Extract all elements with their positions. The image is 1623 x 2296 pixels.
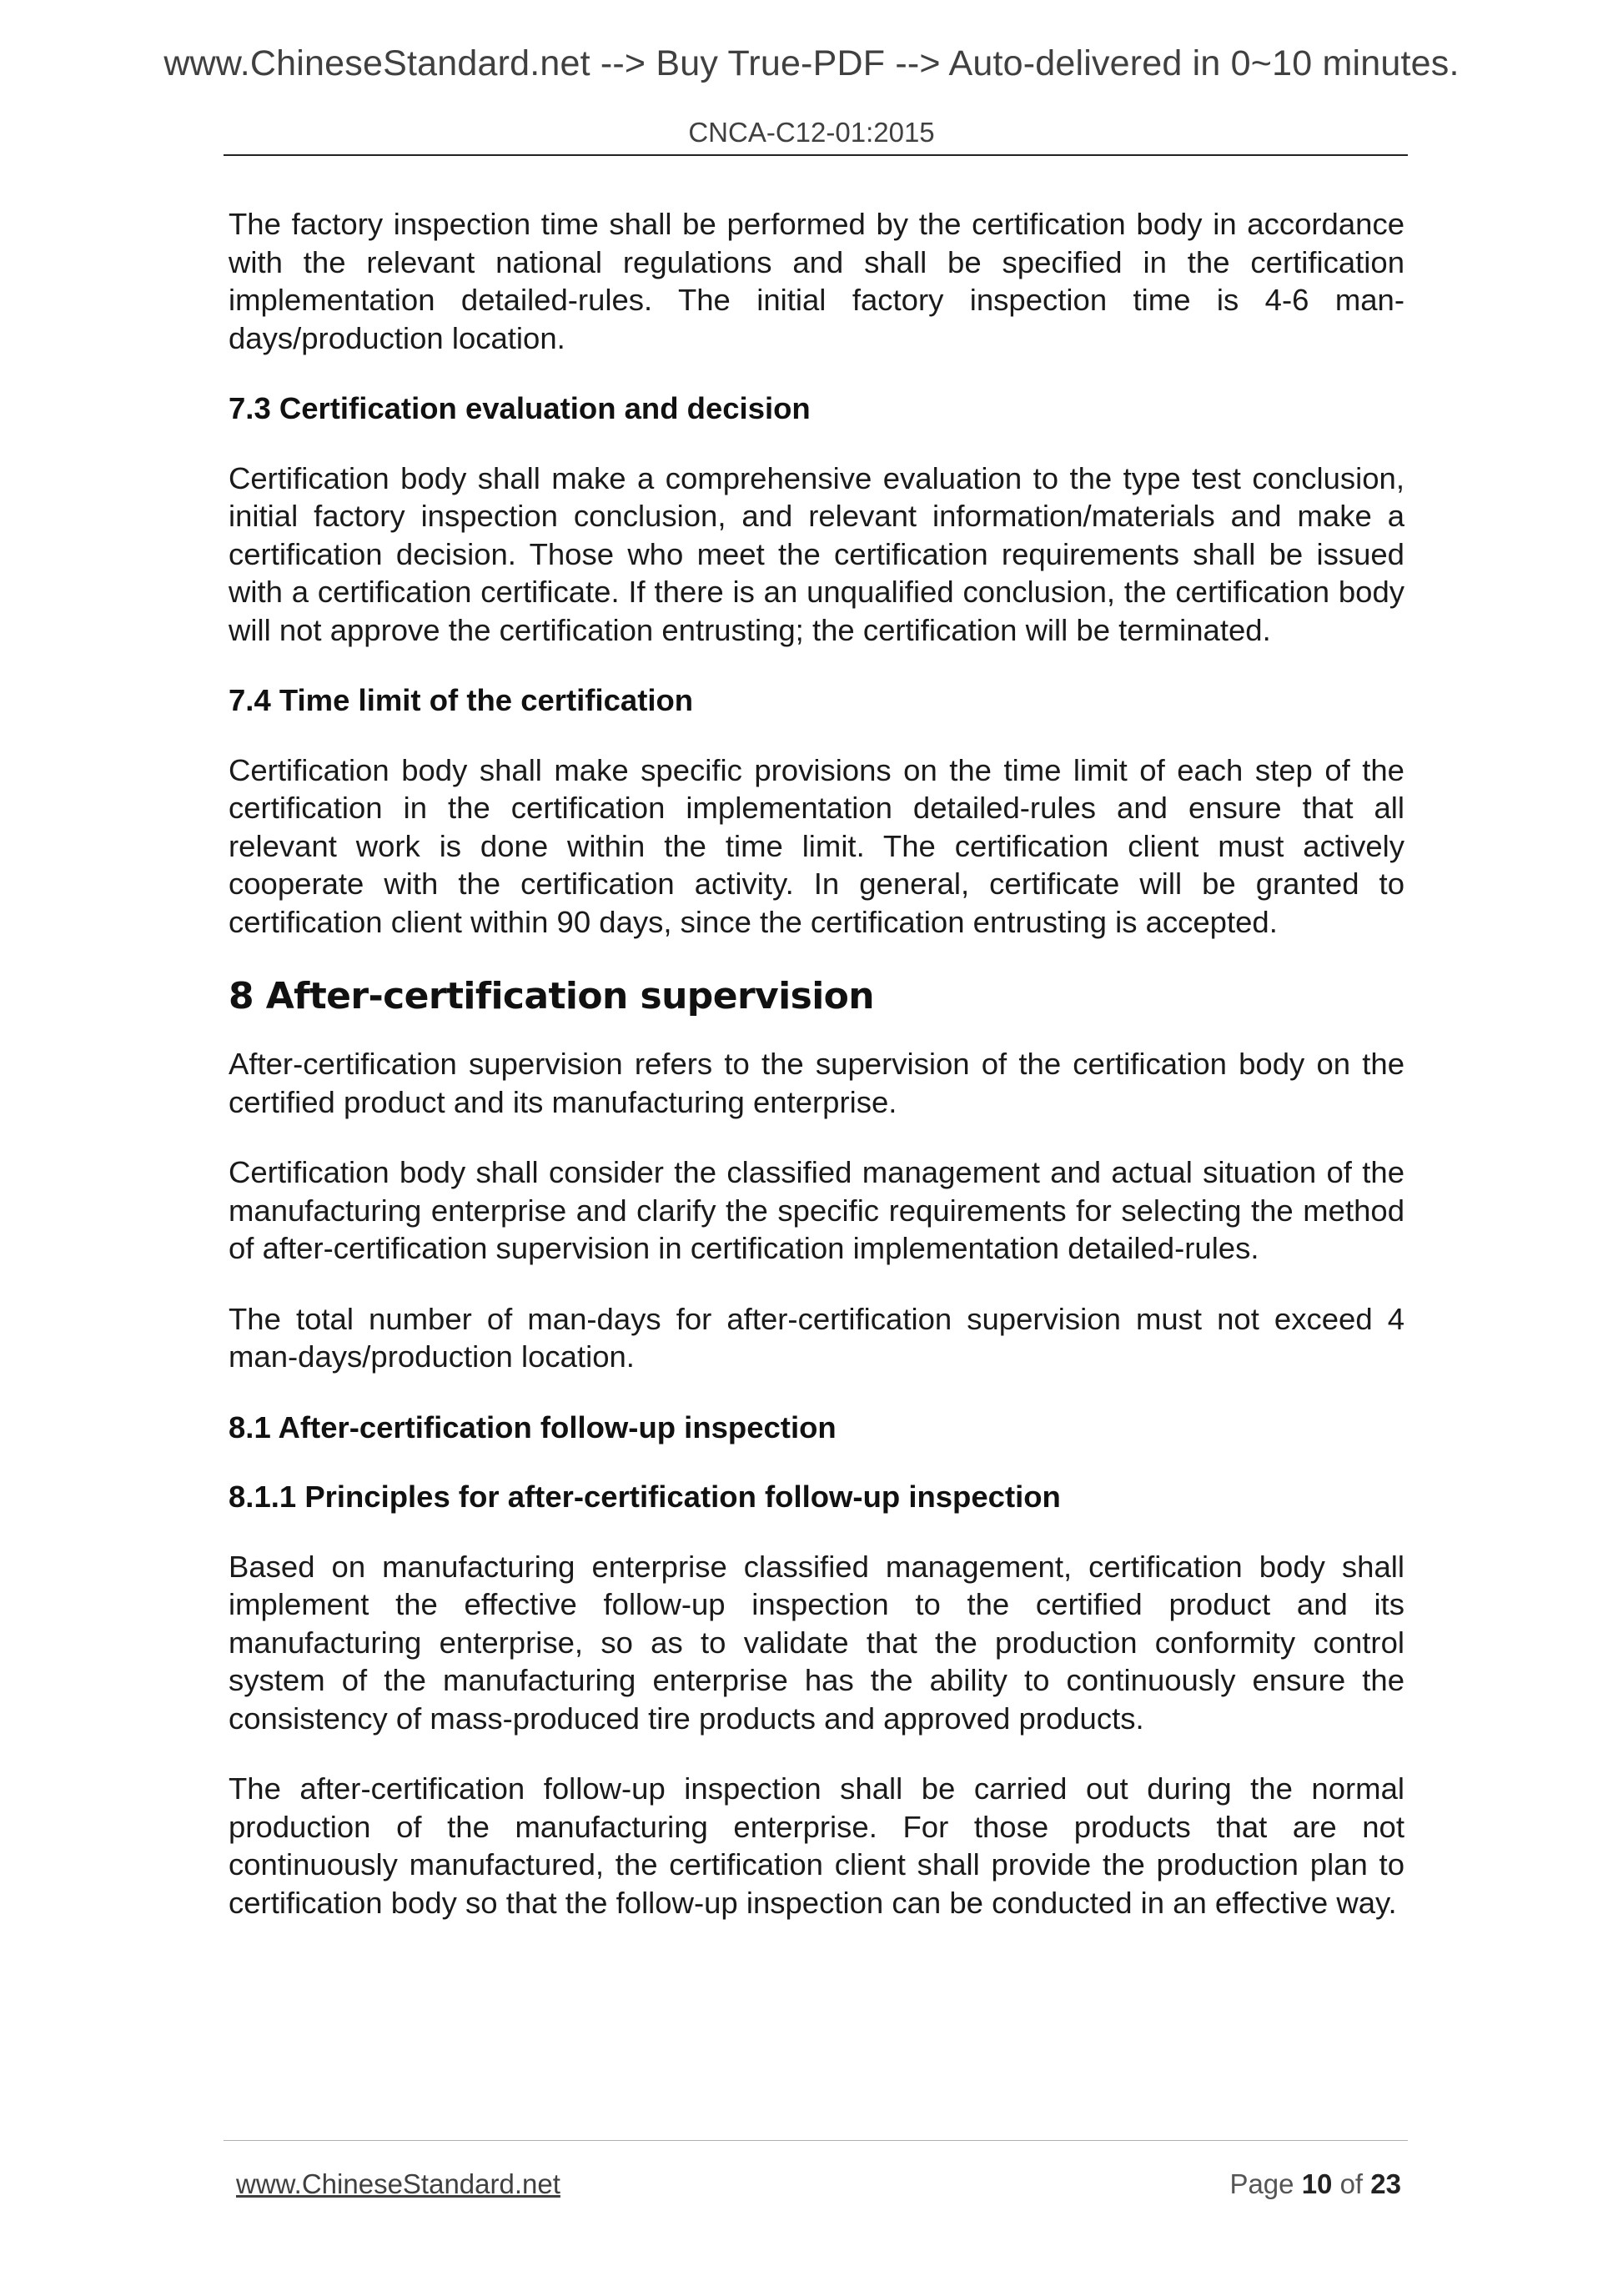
- footer-divider: [224, 2140, 1408, 2141]
- paragraph-8-definition: After-certification supervision refers to the supervision of the certification body on the certified product and its manufacturing enterprise.: [229, 1047, 1404, 1119]
- paragraph-8-1-1-principles: Based on manufacturing enterprise classified management, certification body shall implement the effective follow-up inspection to the certified product and its manufacturing enterprise, so as to validate that the production conformity control system of the manufacturing enterprise has the ability to continuously ensure the consistency of mass-produced tire products and approved products.: [229, 1549, 1404, 1736]
- heading-8: 8 After-certification supervision: [229, 975, 875, 1017]
- site-banner: www.ChineseStandard.net --> Buy True-PDF --> Auto-delivered in 0~10 minutes.: [163, 43, 1460, 83]
- current-page: 10: [1301, 2168, 1333, 2199]
- page-number: [1229, 2168, 1401, 2200]
- paragraph-8-method: Certification body shall consider the classified management and actual situation of the manufacturing enterprise and clarify the specific requirements for selecting the method of after-certification supervision in certification implementation detailed-rules.: [229, 1155, 1404, 1265]
- heading-7-4: 7.4 Time limit of the certification: [229, 683, 694, 717]
- total-pages: 23: [1370, 2168, 1401, 2199]
- heading-7-3: 7.3 Certification evaluation and decision: [229, 391, 811, 425]
- paragraph-8-1-1-normal-production: The after-certification follow-up inspection shall be carried out during the normal production of the manufacturing enterprise. For those products that are not continuously manufactured, the certification client shall provide the production plan to certification body so that the follow-up inspection can be conducted in an effective way.: [229, 1771, 1404, 1920]
- page-of-label: of: [1339, 2168, 1364, 2199]
- paragraph-inspection-time: The factory inspection time shall be performed by the certification body in accordance with the relevant national regulations and shall be specified in the certification implementation detailed-rules. The initial factory inspection time is 4-6 man-days/production location.: [229, 207, 1404, 355]
- paragraph-8-man-days: The total number of man-days for after-certification supervision must not exceed 4 man-days/production location.: [229, 1301, 1404, 1374]
- header-divider: [224, 154, 1408, 156]
- page-label: Page: [1229, 2168, 1294, 2199]
- page-body: [229, 205, 1404, 1954]
- heading-8-1: 8.1 After-certification follow-up inspection: [229, 1409, 837, 1444]
- paragraph-7-3: Certification body shall make a comprehensive evaluation to the type test conclusion, initial factory inspection conclusion, and relevant information/materials and make a certification decision. Those who meet the certification requirements shall be issued with a certification certificate. If there is an unqualified conclusion, the certification body will not approve the certification entrusting; the certification will be terminated.: [229, 460, 1404, 647]
- heading-8-1-1: 8.1.1 Principles for after-certification follow-up inspection: [229, 1480, 1061, 1514]
- document-code: CNCA-C12-01:2015: [688, 117, 935, 148]
- paragraph-7-4: Certification body shall make specific provisions on the time limit of each step of the certification in the certification implementation detailed-rules and ensure that all relevant work is done within the time limit. The certification client must actively cooperate with the certification activity. In general, certificate will be granted to certification client within 90 days, since the certification entrusting is accepted.: [229, 752, 1404, 939]
- footer-site-link[interactable]: www.ChineseStandard.net: [236, 2168, 560, 2199]
